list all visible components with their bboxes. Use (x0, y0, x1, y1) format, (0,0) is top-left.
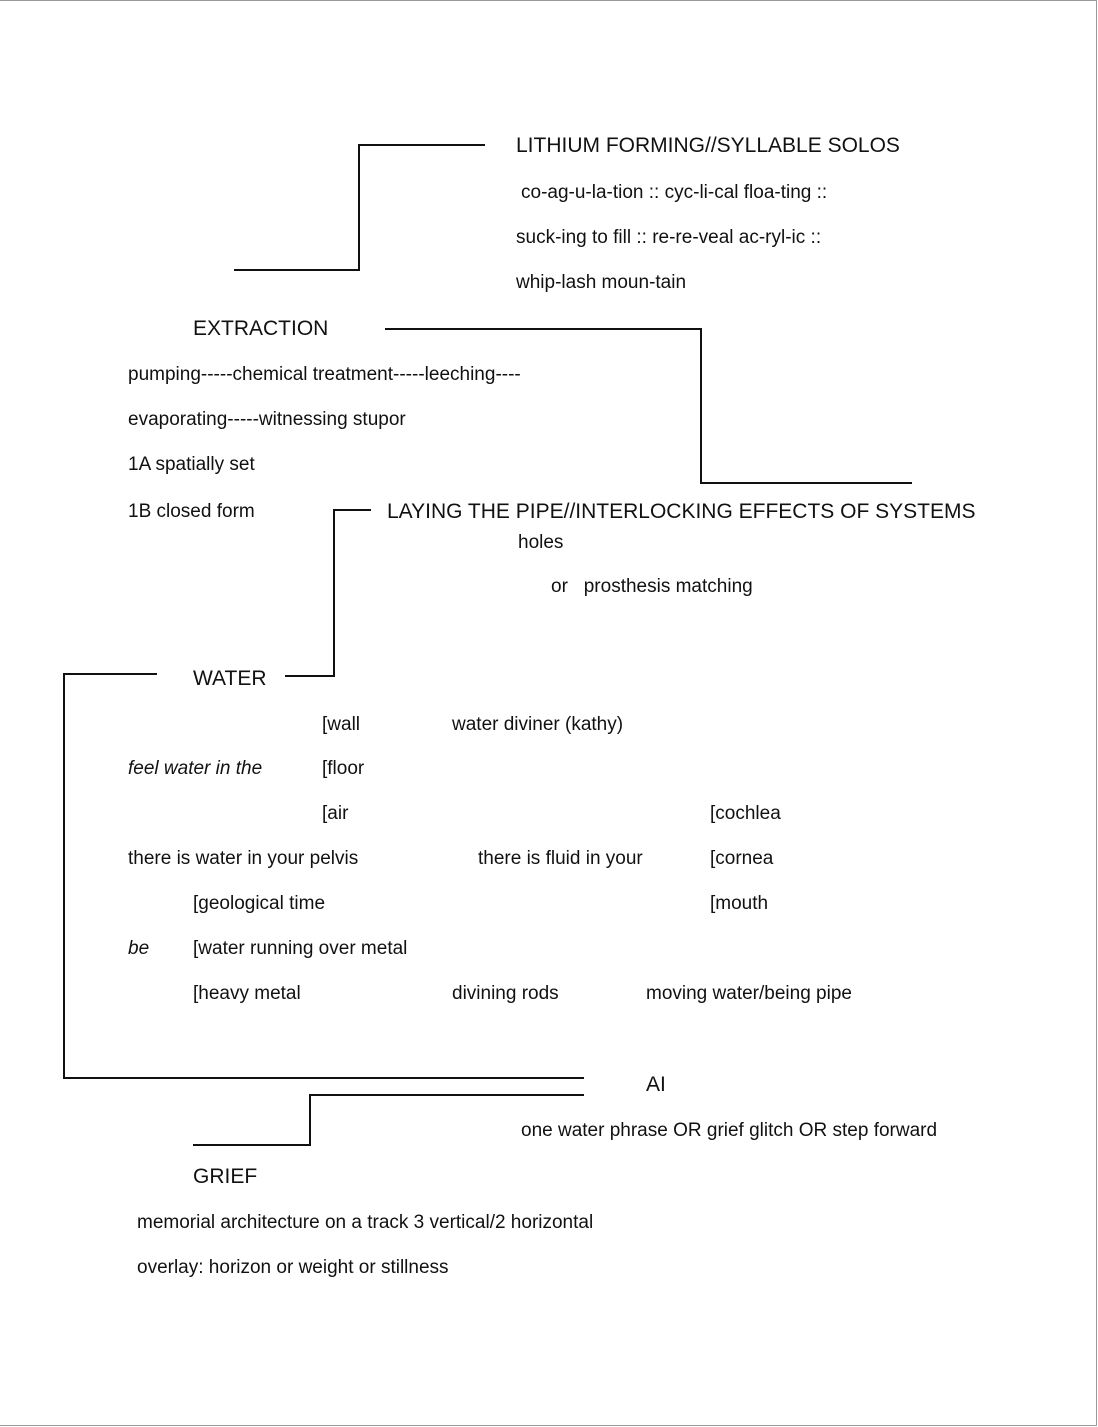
water-be: be (128, 938, 150, 959)
pipe-prosthesis: or prosthesis matching (551, 576, 753, 597)
lithium-line-2: suck-ing to fill :: re-re-veal ac-ryl-ic :: (516, 227, 822, 248)
water-heading: WATER (193, 667, 267, 690)
extraction-line-1: pumping-----chemical treatment-----leeching---- (128, 364, 521, 385)
grief-line-1: memorial architecture on a track 3 vertical/2 horizontal (137, 1212, 594, 1233)
lithium-line-3: whip-lash moun-tain (516, 272, 687, 293)
connector-lithium (234, 145, 485, 270)
water-cornea: [cornea (710, 848, 774, 869)
extraction-line-3: 1A spatially set (128, 454, 255, 475)
water-heavy: [heavy metal (193, 983, 301, 1004)
grief-heading: GRIEF (193, 1165, 258, 1188)
water-floor: [floor (322, 758, 365, 779)
water-feel: feel water in the (128, 758, 263, 779)
extraction-line-2: evaporating-----witnessing stupor (128, 409, 406, 430)
lithium-heading: LITHIUM FORMING//SYLLABLE SOLOS (516, 134, 900, 157)
extraction-heading: EXTRACTION (193, 317, 329, 340)
ai-line: one water phrase OR grief glitch OR step forward (521, 1120, 938, 1141)
pipe-holes: holes (518, 532, 564, 553)
pipe-heading: LAYING THE PIPE//INTERLOCKING EFFECTS OF SYSTEMS (387, 500, 976, 523)
water-cochlea: [cochlea (710, 803, 781, 824)
water-fluid: there is fluid in your (478, 848, 643, 869)
water-moving: moving water/being pipe (646, 983, 852, 1004)
ai-heading: AI (646, 1073, 666, 1096)
water-air: [air (322, 803, 349, 824)
water-geological: [geological time (193, 893, 326, 914)
extraction-line-4: 1B closed form (128, 501, 255, 522)
lithium-line-1: co-ag-u-la-tion :: cyc-li-cal floa-ting :: (521, 182, 828, 203)
water-mouth: [mouth (710, 893, 769, 914)
connector-pipe-water (285, 510, 371, 676)
water-pelvis: there is water in your pelvis (128, 848, 359, 869)
connector-extraction (385, 329, 912, 483)
water-diviner: water diviner (kathy) (452, 714, 624, 735)
water-rods: divining rods (452, 983, 559, 1004)
water-running: [water running over metal (193, 938, 408, 959)
grief-line-2: overlay: horizon or weight or stillness (137, 1257, 449, 1278)
water-wall: [wall (322, 714, 361, 735)
